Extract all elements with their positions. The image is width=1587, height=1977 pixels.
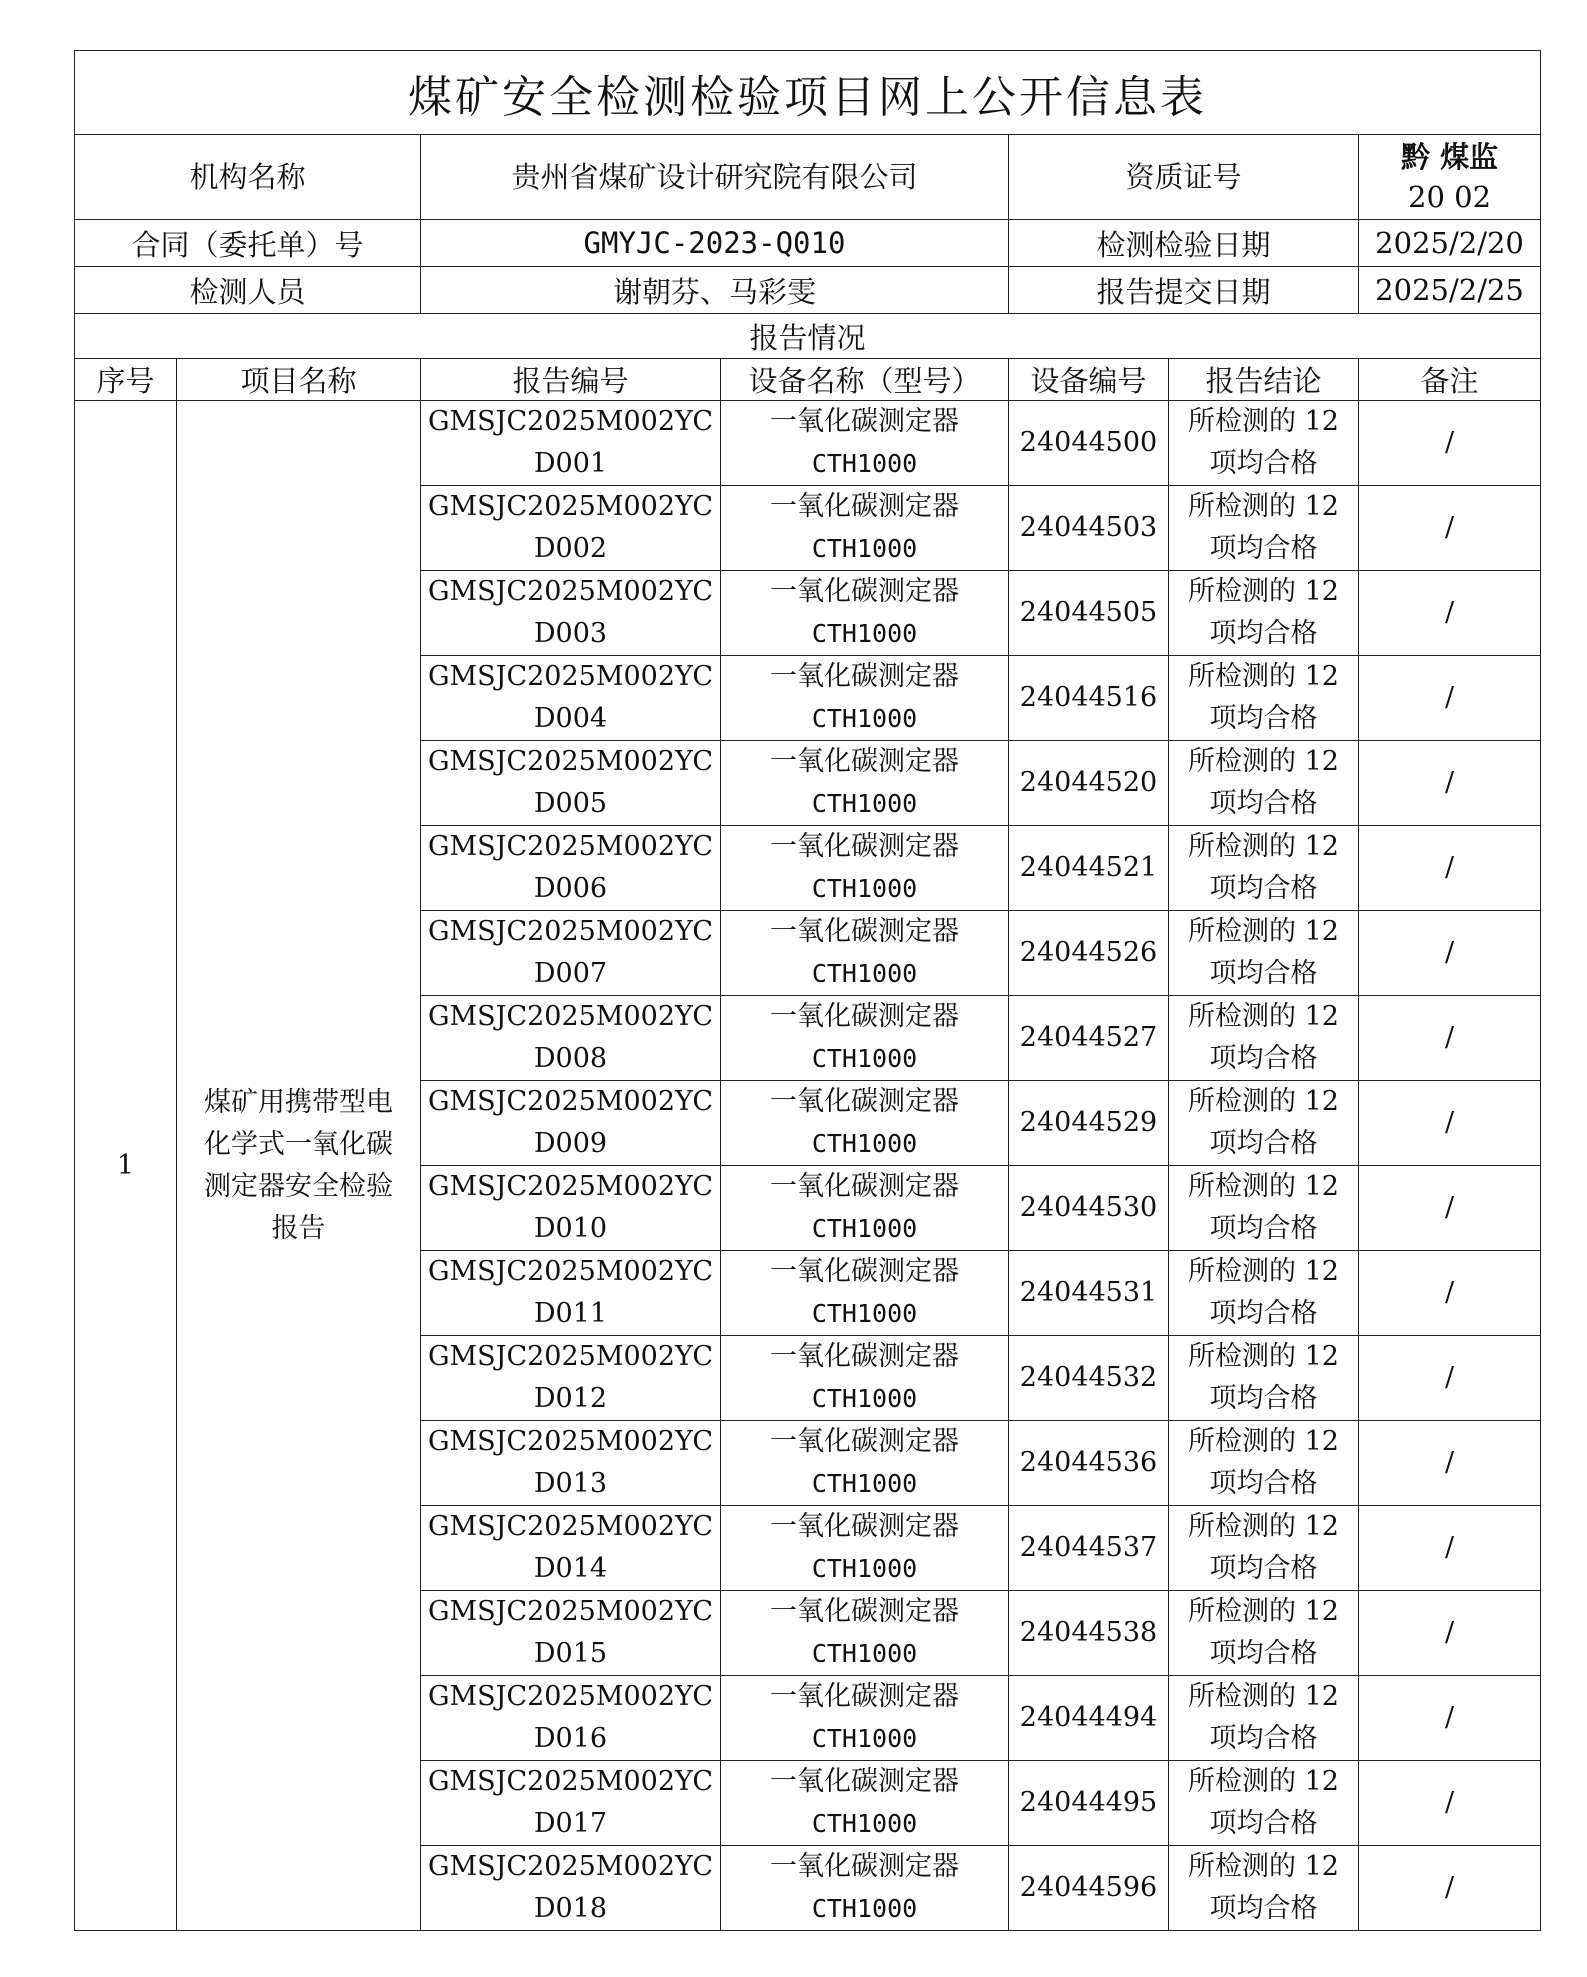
report-no-cell: [421, 656, 721, 741]
remark-cell: /: [1359, 571, 1541, 656]
device-name-line1: 一氧化碳测定器: [770, 1001, 959, 1032]
report-no-line1: GMSJC2025M002YC: [427, 661, 714, 692]
device-name-line1: 一氧化碳测定器: [770, 1256, 959, 1287]
device-model: CTH1000: [811, 1809, 918, 1838]
conclusion-cell: [1169, 1761, 1359, 1846]
device-no-cell: 24044532: [1009, 1336, 1169, 1421]
conclusion-line2: 项均合格: [1209, 1638, 1318, 1669]
report-no-cell: [421, 741, 721, 826]
report-no-cell: [421, 1336, 721, 1421]
device-name-line1: 一氧化碳测定器: [770, 1341, 959, 1372]
info-row-contract: [75, 220, 1541, 267]
device-name-cell: [721, 1846, 1009, 1931]
device-name-cell: [721, 1421, 1009, 1506]
conclusion-line2: 项均合格: [1209, 1468, 1318, 1499]
device-model: CTH1000: [811, 1554, 918, 1583]
col-header-remark: 备注: [1359, 359, 1541, 401]
conclusion-cell: [1169, 1251, 1359, 1336]
conclusion-line2: 项均合格: [1209, 533, 1318, 564]
personnel-value: 谢朝芬、马彩雯: [421, 267, 1009, 314]
device-name-line1: 一氧化碳测定器: [770, 1171, 959, 1202]
project-name: 煤矿用携带型电化学式一氧化碳测定器安全检验报告: [177, 401, 421, 1931]
report-section-row: [75, 314, 1541, 359]
report-no-cell: [421, 1166, 721, 1251]
device-name-line1: 一氧化碳测定器: [770, 746, 959, 777]
col-header-conclusion: 报告结论: [1169, 359, 1359, 401]
device-name-line1: 一氧化碳测定器: [770, 1426, 959, 1457]
project-seq: 1: [75, 401, 177, 1931]
conclusion-line2: 项均合格: [1209, 1383, 1318, 1414]
device-model: CTH1000: [811, 1724, 918, 1753]
device-name-line1: 一氧化碳测定器: [770, 1596, 959, 1627]
remark-cell: /: [1359, 1506, 1541, 1591]
remark-cell: /: [1359, 1421, 1541, 1506]
org-label: 机构名称: [75, 135, 421, 220]
report-no-cell: [421, 1676, 721, 1761]
device-model: CTH1000: [811, 1384, 918, 1413]
disclosure-table: [74, 50, 1541, 1931]
table-row: [75, 401, 1541, 486]
device-name-cell: [721, 1166, 1009, 1251]
inspect-date-value: 2025/2/20: [1359, 220, 1541, 267]
device-no-cell: 24044536: [1009, 1421, 1169, 1506]
submit-date-value: 2025/2/25: [1359, 267, 1541, 314]
report-no-line1: GMSJC2025M002YC: [427, 1511, 714, 1542]
device-name-line1: 一氧化碳测定器: [770, 831, 959, 862]
report-no-line1: GMSJC2025M002YC: [427, 1086, 714, 1117]
device-no-cell: 24044516: [1009, 656, 1169, 741]
conclusion-line2: 项均合格: [1209, 1043, 1318, 1074]
conclusion-cell: [1169, 996, 1359, 1081]
conclusion-cell: [1169, 1506, 1359, 1591]
device-model: CTH1000: [811, 1639, 918, 1668]
report-no-line1: GMSJC2025M002YC: [427, 746, 714, 777]
remark-cell: /: [1359, 1166, 1541, 1251]
col-header-report-no: 报告编号: [421, 359, 721, 401]
report-no-cell: [421, 826, 721, 911]
conclusion-line1: 所检测的 12: [1188, 916, 1339, 947]
report-no-line2: D007: [533, 958, 608, 989]
device-model: CTH1000: [811, 789, 918, 818]
title-row: [75, 51, 1541, 135]
remark-cell: /: [1359, 1081, 1541, 1166]
conclusion-line1: 所检测的 12: [1188, 1171, 1339, 1202]
report-no-line1: GMSJC2025M002YC: [427, 1171, 714, 1202]
report-no-line2: D004: [533, 703, 608, 734]
report-no-line2: D005: [533, 788, 608, 819]
device-name-cell: [721, 741, 1009, 826]
report-no-line1: GMSJC2025M002YC: [427, 1256, 714, 1287]
conclusion-cell: [1169, 571, 1359, 656]
device-name-line1: 一氧化碳测定器: [770, 661, 959, 692]
conclusion-line2: 项均合格: [1209, 1893, 1318, 1924]
info-row-org: [75, 135, 1541, 220]
conclusion-cell: [1169, 826, 1359, 911]
remark-cell: /: [1359, 1676, 1541, 1761]
conclusion-line1: 所检测的 12: [1188, 406, 1339, 437]
conclusion-cell: [1169, 486, 1359, 571]
report-no-line1: GMSJC2025M002YC: [427, 406, 714, 437]
cert-value-line1: 黔 煤监: [1400, 140, 1499, 174]
report-no-line1: GMSJC2025M002YC: [427, 1001, 714, 1032]
device-name-line1: 一氧化碳测定器: [770, 916, 959, 947]
remark-cell: /: [1359, 1846, 1541, 1931]
conclusion-cell: [1169, 1336, 1359, 1421]
device-model: CTH1000: [811, 1044, 918, 1073]
conclusion-cell: [1169, 656, 1359, 741]
conclusion-cell: [1169, 1081, 1359, 1166]
device-name-cell: [721, 996, 1009, 1081]
report-no-cell: [421, 571, 721, 656]
device-name-cell: [721, 1591, 1009, 1676]
device-model: CTH1000: [811, 619, 918, 648]
contract-label: 合同（委托单）号: [75, 220, 421, 267]
report-no-cell: [421, 1846, 721, 1931]
remark-cell: /: [1359, 911, 1541, 996]
report-no-line1: GMSJC2025M002YC: [427, 1426, 714, 1457]
report-no-line2: D006: [533, 873, 608, 904]
contract-value: GMYJC-2023-Q010: [421, 220, 1009, 267]
device-no-cell: 24044596: [1009, 1846, 1169, 1931]
report-no-line2: D002: [533, 533, 608, 564]
device-name-cell: [721, 1336, 1009, 1421]
device-name-cell: [721, 1761, 1009, 1846]
device-name-cell: [721, 486, 1009, 571]
report-no-line2: D010: [533, 1213, 608, 1244]
conclusion-line2: 项均合格: [1209, 1553, 1318, 1584]
conclusion-line2: 项均合格: [1209, 873, 1318, 904]
conclusion-line1: 所检测的 12: [1188, 831, 1339, 862]
report-no-line2: D014: [533, 1553, 608, 1584]
report-no-line2: D009: [533, 1128, 608, 1159]
device-name-cell: [721, 401, 1009, 486]
remark-cell: /: [1359, 1251, 1541, 1336]
report-no-cell: [421, 1421, 721, 1506]
conclusion-line1: 所检测的 12: [1188, 1681, 1339, 1712]
conclusion-line2: 项均合格: [1209, 703, 1318, 734]
conclusion-cell: [1169, 911, 1359, 996]
report-no-line1: GMSJC2025M002YC: [427, 1341, 714, 1372]
report-no-cell: [421, 1506, 721, 1591]
device-model: CTH1000: [811, 1469, 918, 1498]
device-no-cell: 24044505: [1009, 571, 1169, 656]
device-name-line1: 一氧化碳测定器: [770, 1851, 959, 1882]
device-name-cell: [721, 826, 1009, 911]
report-no-line2: D016: [533, 1723, 608, 1754]
report-no-line2: D001: [533, 448, 608, 479]
device-name-cell: [721, 1506, 1009, 1591]
report-no-line2: D015: [533, 1638, 608, 1669]
report-no-cell: [421, 996, 721, 1081]
remark-cell: /: [1359, 1761, 1541, 1846]
submit-date-label: 报告提交日期: [1009, 267, 1359, 314]
conclusion-line2: 项均合格: [1209, 1808, 1318, 1839]
col-header-project: 项目名称: [177, 359, 421, 401]
device-name-line1: 一氧化碳测定器: [770, 1511, 959, 1542]
device-model: CTH1000: [811, 449, 918, 478]
device-no-cell: 24044494: [1009, 1676, 1169, 1761]
conclusion-line1: 所检测的 12: [1188, 1426, 1339, 1457]
device-model: CTH1000: [811, 534, 918, 563]
conclusion-line1: 所检测的 12: [1188, 746, 1339, 777]
report-no-cell: [421, 1591, 721, 1676]
device-name-line1: 一氧化碳测定器: [770, 406, 959, 437]
conclusion-line1: 所检测的 12: [1188, 1256, 1339, 1287]
conclusion-line1: 所检测的 12: [1188, 1001, 1339, 1032]
report-no-line1: GMSJC2025M002YC: [427, 576, 714, 607]
conclusion-line2: 项均合格: [1209, 1723, 1318, 1754]
device-model: CTH1000: [811, 874, 918, 903]
conclusion-line1: 所检测的 12: [1188, 1511, 1339, 1542]
report-section-title: 报告情况: [75, 314, 1541, 359]
conclusion-cell: [1169, 1421, 1359, 1506]
device-name-line1: 一氧化碳测定器: [770, 576, 959, 607]
report-no-cell: [421, 1081, 721, 1166]
device-name-cell: [721, 571, 1009, 656]
device-no-cell: 24044503: [1009, 486, 1169, 571]
cert-value-line2: 20 02: [1408, 180, 1492, 214]
report-no-line1: GMSJC2025M002YC: [427, 916, 714, 947]
conclusion-cell: [1169, 1591, 1359, 1676]
conclusion-line1: 所检测的 12: [1188, 491, 1339, 522]
conclusion-line1: 所检测的 12: [1188, 1341, 1339, 1372]
conclusion-line1: 所检测的 12: [1188, 576, 1339, 607]
remark-cell: /: [1359, 1591, 1541, 1676]
device-no-cell: 24044521: [1009, 826, 1169, 911]
device-name-line1: 一氧化碳测定器: [770, 1681, 959, 1712]
conclusion-cell: [1169, 741, 1359, 826]
col-header-device-no: 设备编号: [1009, 359, 1169, 401]
report-no-line1: GMSJC2025M002YC: [427, 1681, 714, 1712]
col-header-device-name: 设备名称（型号）: [721, 359, 1009, 401]
device-no-cell: 24044520: [1009, 741, 1169, 826]
conclusion-line1: 所检测的 12: [1188, 661, 1339, 692]
report-no-line2: D012: [533, 1383, 608, 1414]
cert-value: [1359, 135, 1541, 220]
inspect-date-label: 检测检验日期: [1009, 220, 1359, 267]
remark-cell: /: [1359, 996, 1541, 1081]
device-no-cell: 24044527: [1009, 996, 1169, 1081]
conclusion-cell: [1169, 1846, 1359, 1931]
device-name-line1: 一氧化碳测定器: [770, 491, 959, 522]
report-no-line1: GMSJC2025M002YC: [427, 1766, 714, 1797]
device-no-cell: 24044537: [1009, 1506, 1169, 1591]
report-no-cell: [421, 401, 721, 486]
col-header-seq: 序号: [75, 359, 177, 401]
device-no-cell: 24044500: [1009, 401, 1169, 486]
device-name-cell: [721, 911, 1009, 996]
conclusion-cell: [1169, 401, 1359, 486]
report-no-cell: [421, 911, 721, 996]
org-value: 贵州省煤矿设计研究院有限公司: [421, 135, 1009, 220]
remark-cell: /: [1359, 1336, 1541, 1421]
conclusion-line2: 项均合格: [1209, 1128, 1318, 1159]
report-no-line1: GMSJC2025M002YC: [427, 1596, 714, 1627]
report-no-line1: GMSJC2025M002YC: [427, 831, 714, 862]
report-no-line2: D018: [533, 1893, 608, 1924]
report-no-line2: D013: [533, 1468, 608, 1499]
column-header-row: [75, 359, 1541, 401]
report-no-line2: D003: [533, 618, 608, 649]
conclusion-line2: 项均合格: [1209, 788, 1318, 819]
report-no-line2: D017: [533, 1808, 608, 1839]
device-model: CTH1000: [811, 1214, 918, 1243]
remark-cell: /: [1359, 401, 1541, 486]
conclusion-line1: 所检测的 12: [1188, 1851, 1339, 1882]
report-no-line1: GMSJC2025M002YC: [427, 491, 714, 522]
device-no-cell: 24044531: [1009, 1251, 1169, 1336]
conclusion-cell: [1169, 1166, 1359, 1251]
remark-cell: /: [1359, 741, 1541, 826]
device-no-cell: 24044495: [1009, 1761, 1169, 1846]
conclusion-line2: 项均合格: [1209, 1298, 1318, 1329]
device-name-cell: [721, 1081, 1009, 1166]
conclusion-line2: 项均合格: [1209, 1213, 1318, 1244]
remark-cell: /: [1359, 656, 1541, 741]
device-name-cell: [721, 1251, 1009, 1336]
conclusion-line1: 所检测的 12: [1188, 1766, 1339, 1797]
device-name-cell: [721, 656, 1009, 741]
device-name-line1: 一氧化碳测定器: [770, 1086, 959, 1117]
personnel-label: 检测人员: [75, 267, 421, 314]
device-no-cell: 24044529: [1009, 1081, 1169, 1166]
device-name-cell: [721, 1676, 1009, 1761]
conclusion-cell: [1169, 1676, 1359, 1761]
device-name-line1: 一氧化碳测定器: [770, 1766, 959, 1797]
conclusion-line1: 所检测的 12: [1188, 1596, 1339, 1627]
info-row-personnel: [75, 267, 1541, 314]
device-no-cell: 24044530: [1009, 1166, 1169, 1251]
conclusion-line2: 项均合格: [1209, 448, 1318, 479]
report-no-cell: [421, 1761, 721, 1846]
cert-label: 资质证号: [1009, 135, 1359, 220]
conclusion-line2: 项均合格: [1209, 958, 1318, 989]
device-no-cell: 24044526: [1009, 911, 1169, 996]
remark-cell: /: [1359, 826, 1541, 911]
report-no-cell: [421, 1251, 721, 1336]
conclusion-line2: 项均合格: [1209, 618, 1318, 649]
device-model: CTH1000: [811, 704, 918, 733]
device-model: CTH1000: [811, 1129, 918, 1158]
remark-cell: /: [1359, 486, 1541, 571]
report-no-line2: D011: [533, 1298, 608, 1329]
page-title: 煤矿安全检测检验项目网上公开信息表: [75, 51, 1541, 135]
report-no-line2: D008: [533, 1043, 608, 1074]
report-no-line1: GMSJC2025M002YC: [427, 1851, 714, 1882]
device-model: CTH1000: [811, 959, 918, 988]
conclusion-line1: 所检测的 12: [1188, 1086, 1339, 1117]
device-model: CTH1000: [811, 1894, 918, 1923]
report-no-cell: [421, 486, 721, 571]
device-model: CTH1000: [811, 1299, 918, 1328]
device-no-cell: 24044538: [1009, 1591, 1169, 1676]
